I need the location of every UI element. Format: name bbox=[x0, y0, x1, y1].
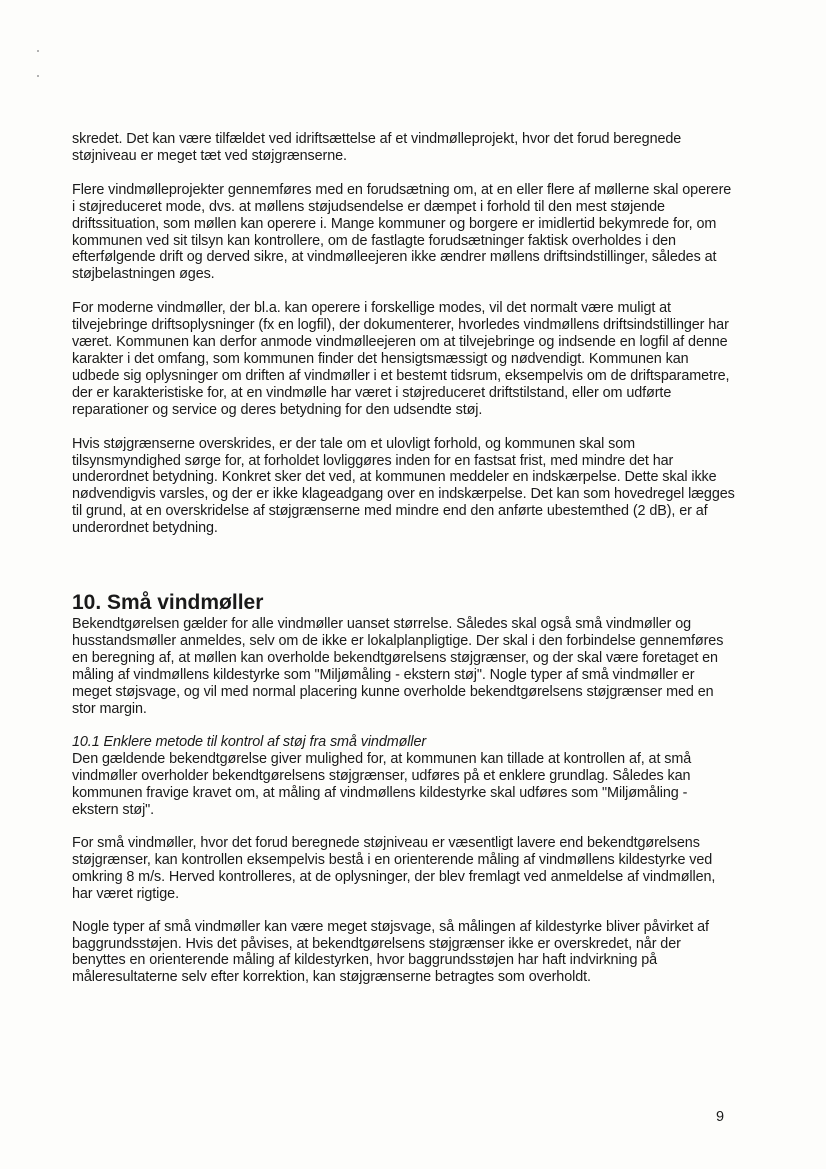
section-heading: 10. Små vindmøller bbox=[72, 591, 264, 615]
subsection-paragraph-1: Den gældende bekendtgørelse giver mulighed for, at kommunen kan tillade at kontrollen af, at små vindmøller overholder bekendtgørelsens støjgrænser, udføres på et enklere grundlag. Således kan kommunen fravige kravet om, at måling af vindmøllens kildestyrke skal udføres som "Miljømåling - ekstern støj". bbox=[72, 751, 692, 819]
subsection-paragraph-2: For små vindmøller, hvor det forud beregnede støjniveau er væsentligt lavere end bekendtgørelsens støjgrænser, kan kontrollen eksempelvis bestå i en orienterende måling af vindmøllens kildestyrke ved omkring 8 m/s. Herved kontrolleres, at de oplysninger, der blev fremlagt ved anmeldelse af vindmøllen, har været rigtige. bbox=[72, 835, 716, 902]
scan-speck bbox=[37, 75, 39, 77]
subsection-paragraph-3: Nogle typer af små vindmøller kan være meget støjsvage, så målingen af kildestyrke bliver påvirket af baggrundsstøjen. Hvis det påvises, at bekendtgørelsens støjgrænser ikke er overskredet, når der benyttes en orienterende måling af kildestyrken, hvor baggrundsstøjen har haft indvirkning på måleresultaterne selv efter korrektion, kan støjgrænserne betragtes som overholdt. bbox=[72, 918, 709, 986]
paragraph-exceedance: Hvis støjgrænserne overskrides, er der tale om et ulovligt forhold, og kommunen skal som tilsynsmyndighed sørge for, at forholdet lovliggøres inden for en fastsat frist, med mindre det har underordnet betydning. Konkret sker det ved, at kommunen meddeler en indskærpelse. Dette skal ikke nødvendigvis varsles, og der er ikke klageadgang over en indskærpelse. Det kan som hovedregel lægges til grund, at en overskridelse af støjgrænserne med mindre end den anførte ubestemthed (2 dB), er af underordnet betydning. bbox=[72, 435, 735, 537]
scan-speck bbox=[37, 50, 39, 52]
paragraph-logfile: For moderne vindmøller, der bl.a. kan operere i forskellige modes, vil det normalt være muligt at tilvejebringe driftsoplysninger (fx en logfil), der dokumenterer, hvorledes vindmøllens driftsindstillinger har været. Kommunen kan derfor anmode vindmølleejeren om at tilvejebringe og indsende en logfil af denne karakter i det omfang, som kommunen finder det hensigtsmæssigt og nødvendigt. Kommunen kan udbede sig oplysninger om driften af vindmøller i et bestemt tidsrum, eksempelvis om de driftsparametre, der er karakteristiske for, at en vindmølle har været i støjreduceret driftstilstand, eller om udførte reparationer og service og deres betydning for den udsendte støj. bbox=[72, 300, 730, 418]
page-content bbox=[72, 131, 736, 986]
paragraph-reduced-mode: Flere vindmølleprojekter gennemføres med en forudsætning om, at en eller flere af møllerne skal operere i støjreduceret mode, dvs. at møllens støjudsendelse er dæmpet i forhold til den mest støjende driftssituation, som møllen kan operere i. Mange kommuner og borgere er imidlertid bekymrede for, om kommunen ved sit tilsyn kan kontrollere, om de fastlagte forudsætninger faktisk overholdes i den efterfølgende drift og derved sikre, at vindmølleejeren ikke ændrer møllens driftsindstillinger, således at støjbelastningen øges. bbox=[72, 181, 732, 283]
paragraph-continuation: skredet. Det kan være tilfældet ved idriftsættelse af et vindmølleprojekt, hvor det forud beregnede støjniveau er meget tæt ved støjgrænserne. bbox=[72, 131, 682, 164]
subsection-heading: 10.1 Enklere metode til kontrol af støj fra små vindmøller bbox=[72, 734, 427, 751]
page-number: 9 bbox=[716, 1109, 725, 1125]
section-paragraph: Bekendtgørelsen gælder for alle vindmøller uanset størrelse. Således skal også små vindmøller og husstandsmøller anmeldes, selv om de ikke er lokalplanpligtige. Der skal i den forbindelse gennemføres en beregning af, at møllen kan overholde bekendtgørelsens støjgrænser, og der skal være foretaget en måling af vindmøllens kildestyrke som "Miljømåling - ekstern støj". Nogle typer af små vindmøller er meget støjsvage, og vil med normal placering kunne overholde bekendtgørelsens støjgrænser med en stor margin. bbox=[72, 616, 724, 717]
